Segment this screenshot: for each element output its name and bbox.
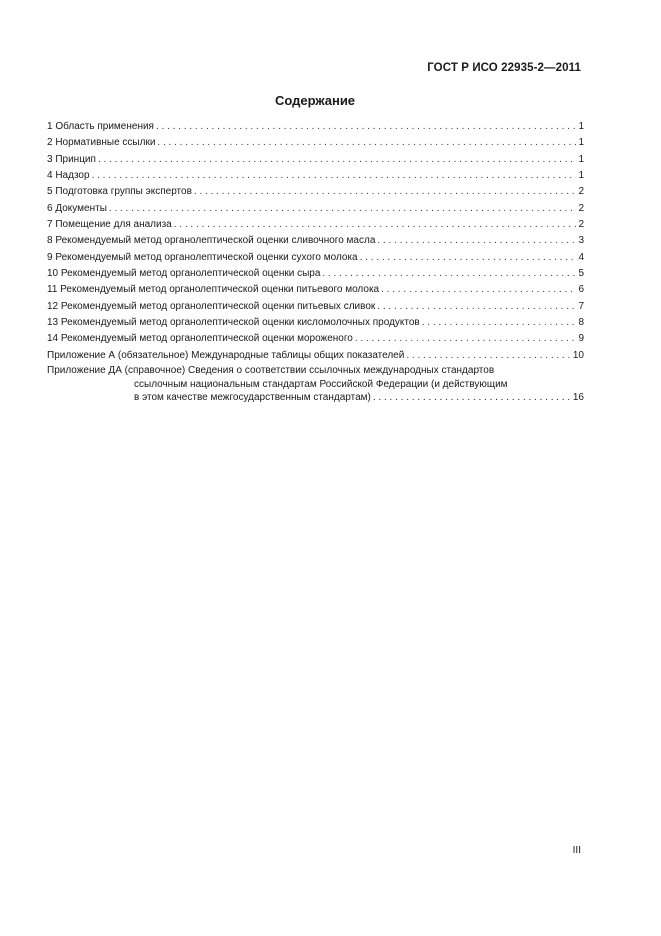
toc-item[interactable]: [47, 266, 584, 282]
toc-item-page: 1: [578, 137, 584, 149]
toc-item[interactable]: [47, 119, 584, 135]
toc-item[interactable]: [47, 233, 584, 249]
annex-da-line-2: ссылочным национальным стандартам Российской Федерации (и действующим: [134, 378, 508, 390]
leader-dots: [360, 250, 577, 266]
leader-dots: [157, 135, 576, 151]
leader-dots: [406, 348, 571, 364]
page-title: Содержание: [274, 93, 356, 108]
toc-item-page: 8: [578, 317, 584, 329]
leader-dots: [322, 266, 576, 282]
toc-item-page: 1: [578, 153, 584, 165]
toc-item[interactable]: [47, 201, 584, 217]
toc-item-page: 2: [578, 186, 584, 198]
toc-item-label: 4 Надзор: [47, 170, 90, 182]
toc-item-page: 10: [572, 349, 584, 361]
toc-item-label: 11 Рекомендуемый метод органолептической оценки питьевого молока: [47, 284, 380, 296]
toc-item[interactable]: [47, 299, 584, 315]
toc-item[interactable]: [47, 152, 584, 168]
leader-dots: [377, 299, 576, 315]
toc-item-label: 2 Нормативные ссылки: [47, 137, 156, 149]
toc-item-page: 3: [578, 235, 584, 247]
standard-id: ГОСТ Р ИСО 22935-2—2011: [427, 62, 581, 74]
table-of-contents: [47, 119, 584, 405]
annex-da-line-1: Приложение ДА (справочное) Сведения о соответствии ссылочных международных стандартов: [47, 365, 495, 377]
leader-dots: [174, 217, 577, 233]
page-number: III: [572, 845, 581, 856]
toc-item-label: 7 Помещение для анализа: [47, 219, 172, 231]
toc-item-label: 8 Рекомендуемый метод органолептической оценки сливочного масла: [47, 235, 376, 247]
leader-dots: [381, 282, 576, 298]
toc-item-label: Приложение А (обязательное) Международные таблицы общих показателей: [47, 349, 405, 361]
toc-item-annex-da[interactable]: [47, 364, 584, 405]
toc-item-label: 13 Рекомендуемый метод органолептической оценки кисломолочных продуктов: [47, 317, 420, 329]
leader-dots: [92, 168, 577, 184]
toc-item[interactable]: [47, 331, 584, 347]
toc-item-page: 16: [572, 392, 584, 404]
toc-item-label: 14 Рекомендуемый метод органолептической оценки мороженого: [47, 333, 353, 345]
leader-dots: [109, 201, 577, 217]
toc-item-page: 1: [578, 170, 584, 182]
toc-item-page: 6: [578, 284, 584, 296]
toc-item[interactable]: [47, 315, 584, 331]
toc-item[interactable]: [47, 168, 584, 184]
toc-item-page: 2: [578, 219, 584, 231]
annex-da-line-3-text: в этом качестве межгосударственным стандартам): [134, 392, 371, 404]
toc-item-label: 5 Подготовка группы экспертов: [47, 186, 192, 198]
leader-dots: [156, 119, 576, 135]
toc-item[interactable]: [47, 348, 584, 364]
toc-item[interactable]: [47, 217, 584, 233]
toc-item-page: 5: [578, 268, 584, 280]
leader-dots: [377, 233, 576, 249]
toc-item-label: 3 Принцип: [47, 153, 96, 165]
toc-item-label: 12 Рекомендуемый метод органолептической оценки питьевых сливок: [47, 300, 376, 312]
toc-item-label: 1 Область применения: [47, 121, 154, 132]
leader-dots: [422, 315, 577, 331]
toc-item-label: 6 Документы: [47, 202, 107, 214]
leader-dots: [98, 152, 577, 168]
leader-dots: [373, 391, 571, 405]
toc-item[interactable]: [47, 250, 584, 266]
toc-item-label: 10 Рекомендуемый метод органолептической оценки сыра: [47, 268, 321, 280]
leader-dots: [355, 331, 577, 347]
toc-item-page: 4: [578, 251, 584, 263]
toc-item-page: 1: [578, 121, 584, 132]
toc-item-page: 9: [578, 333, 584, 345]
toc-item-page: 7: [578, 300, 584, 312]
toc-item-page: 2: [578, 202, 584, 214]
toc-item-label: 9 Рекомендуемый метод органолептической оценки сухого молока: [47, 251, 358, 263]
toc-item[interactable]: [47, 135, 584, 151]
leader-dots: [194, 184, 577, 200]
toc-item[interactable]: [47, 282, 584, 298]
toc-item[interactable]: [47, 184, 584, 200]
annex-da-line-3: [47, 391, 584, 405]
